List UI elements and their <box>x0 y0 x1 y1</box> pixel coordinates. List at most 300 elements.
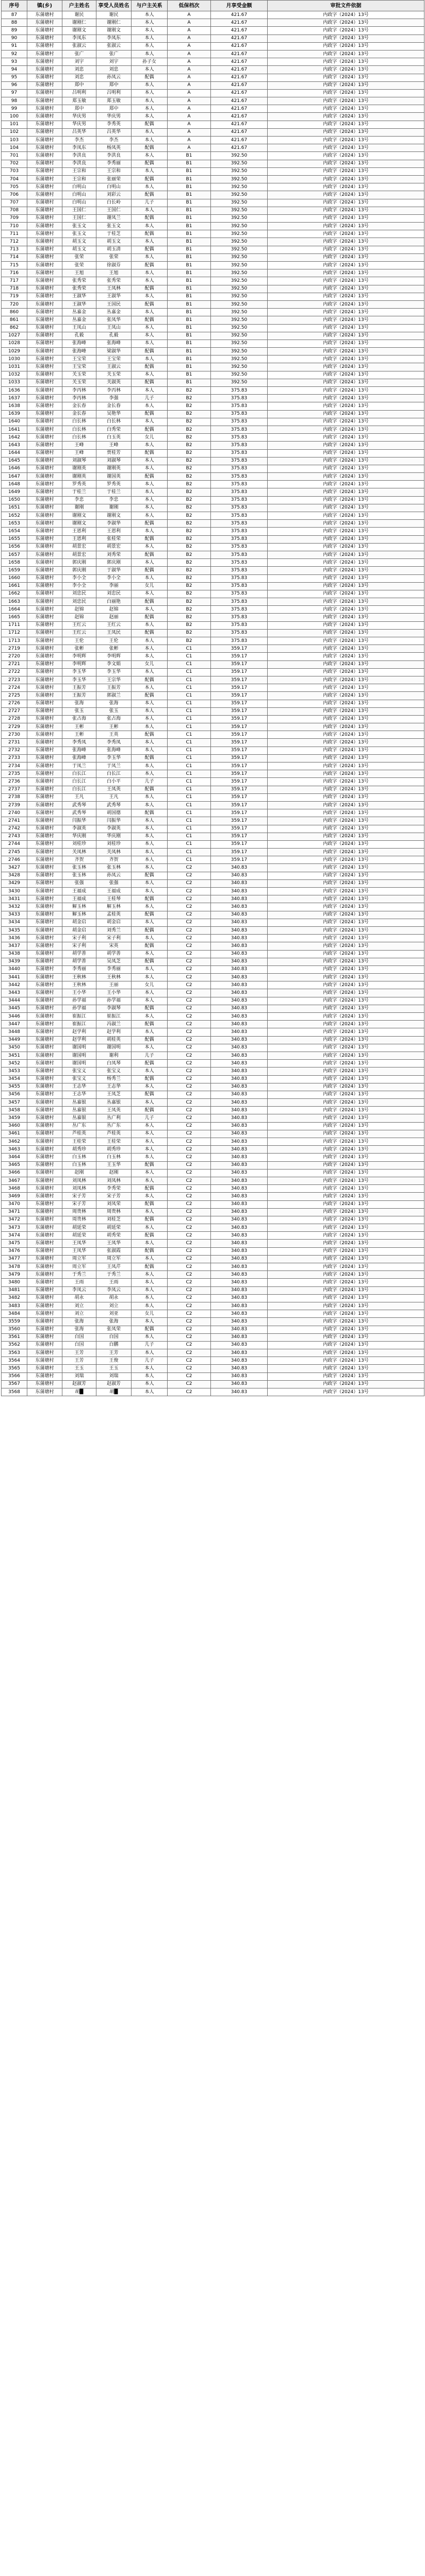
cell-recipient: 王恩利 <box>96 528 132 535</box>
cell-tier: B2 <box>168 402 211 410</box>
cell-householder: 白国 <box>62 1341 96 1349</box>
cell-index: 1027 <box>2 332 27 340</box>
cell-town: 东蒲塘村 <box>27 621 62 629</box>
cell-householder: 张宝义 <box>62 1075 96 1083</box>
cell-relation: 本人 <box>132 1318 168 1326</box>
cell-town: 东蒲塘村 <box>27 778 62 786</box>
cell-document: 内政字（2024）13号 <box>268 989 424 997</box>
cell-town: 东蒲塘村 <box>27 911 62 919</box>
cell-relation: 本人 <box>132 1286 168 1294</box>
cell-recipient: 吴凤芝 <box>96 958 132 965</box>
cell-relation: 女儿 <box>132 582 168 590</box>
cell-document: 内政字（2024）13号 <box>268 676 424 684</box>
cell-document: 内政字（2024）13号 <box>268 1013 424 1021</box>
cell-relation: 本人 <box>132 989 168 997</box>
cell-amount: 392.50 <box>211 253 268 261</box>
cell-document: 内政字（2024）13号 <box>268 496 424 504</box>
cell-document: 内政字（2024）13号 <box>268 1185 424 1193</box>
cell-householder: 白长江 <box>62 778 96 786</box>
cell-document: 内政字（2024）13号 <box>268 504 424 512</box>
cell-tier: C2 <box>168 1052 211 1059</box>
header-cell-tier: 低保档次 <box>168 1 211 11</box>
table-row <box>2 754 424 762</box>
cell-tier: B2 <box>168 559 211 567</box>
cell-recipient: 张淑霞 <box>96 1247 132 1255</box>
cell-index: 1662 <box>2 590 27 598</box>
cell-recipient: 谢利 <box>96 1052 132 1059</box>
cell-amount: 359.17 <box>211 762 268 770</box>
cell-amount: 421.67 <box>211 144 268 152</box>
cell-recipient: 孟桂英 <box>96 911 132 919</box>
table-row <box>2 316 424 324</box>
table-row <box>2 238 424 246</box>
cell-tier: A <box>168 97 211 105</box>
cell-relation: 配偶 <box>132 175 168 183</box>
cell-householder: 张广 <box>62 50 96 58</box>
cell-tier: B1 <box>168 277 211 285</box>
cell-tier: C2 <box>168 935 211 942</box>
cell-index: 3451 <box>2 1052 27 1059</box>
cell-amount: 340.83 <box>211 1263 268 1271</box>
cell-householder: 王红云 <box>62 621 96 629</box>
cell-amount: 340.83 <box>211 1005 268 1012</box>
cell-document: 内政字（2024）13号 <box>268 1341 424 1349</box>
table-row <box>2 285 424 293</box>
cell-index: 2725 <box>2 692 27 700</box>
cell-recipient: 胡玉文 <box>96 238 132 246</box>
cell-document: 内政字（2024）13号 <box>268 1372 424 1380</box>
cell-document: 内政字（2024）13号 <box>268 535 424 543</box>
cell-tier: B2 <box>168 520 211 528</box>
cell-relation: 本人 <box>132 42 168 50</box>
cell-town: 东蒲塘村 <box>27 1114 62 1122</box>
cell-town: 东蒲塘村 <box>27 66 62 74</box>
cell-relation: 配偶 <box>132 786 168 793</box>
cell-relation: 本人 <box>132 1302 168 1310</box>
cell-amount: 421.67 <box>211 66 268 74</box>
cell-relation: 儿子 <box>132 778 168 786</box>
cell-document: 内政字（2024）13号 <box>268 809 424 817</box>
cell-tier: C1 <box>168 660 211 668</box>
cell-amount: 375.83 <box>211 621 268 629</box>
cell-householder: 周贵林 <box>62 1208 96 1216</box>
cell-householder: 刘淑琴 <box>62 457 96 465</box>
cell-tier: B1 <box>168 183 211 191</box>
table-row <box>2 1130 424 1138</box>
cell-amount: 375.83 <box>211 629 268 637</box>
cell-document: 内政字（2024）13号 <box>268 42 424 50</box>
table-row <box>2 1279 424 1286</box>
cell-recipient: 郭庆刚 <box>96 559 132 567</box>
cell-householder: 李玉华 <box>62 676 96 684</box>
cell-amount: 375.83 <box>211 434 268 442</box>
table-row <box>2 528 424 535</box>
cell-amount: 375.83 <box>211 520 268 528</box>
cell-amount: 392.50 <box>211 293 268 300</box>
cell-tier: B2 <box>168 442 211 449</box>
cell-document: 内政字（2024）13号 <box>268 316 424 324</box>
cell-householder: 谢国明 <box>62 1060 96 1067</box>
cell-tier: A <box>168 89 211 97</box>
cell-index: 3427 <box>2 864 27 872</box>
cell-index: 1642 <box>2 434 27 442</box>
cell-tier: C2 <box>168 926 211 934</box>
cell-relation: 本人 <box>132 152 168 160</box>
cell-town: 东蒲塘村 <box>27 442 62 449</box>
cell-tier: C2 <box>168 1286 211 1294</box>
cell-town: 东蒲塘村 <box>27 747 62 754</box>
cell-relation: 女儿 <box>132 434 168 442</box>
cell-amount: 359.17 <box>211 723 268 731</box>
table-row <box>2 849 424 856</box>
table-row <box>2 926 424 934</box>
table-row <box>2 293 424 300</box>
cell-town: 东蒲塘村 <box>27 1044 62 1052</box>
cell-householder: 李明辉 <box>62 653 96 660</box>
cell-householder: 张秀荣 <box>62 285 96 293</box>
cell-recipient: 胡秀荣 <box>96 1232 132 1240</box>
cell-amount: 340.83 <box>211 895 268 903</box>
cell-householder: 关玉荣 <box>62 379 96 386</box>
cell-amount: 375.83 <box>211 442 268 449</box>
cell-document: 内政字（2024）13号 <box>268 770 424 778</box>
cell-amount: 375.83 <box>211 504 268 512</box>
cell-householder: 赵淑芳 <box>62 1380 96 1388</box>
cell-index: 100 <box>2 113 27 121</box>
cell-recipient: 白小平 <box>96 778 132 786</box>
cell-recipient: 李杰 <box>96 137 132 144</box>
cell-document: 内政字（2024）13号 <box>268 293 424 300</box>
cell-document: 内政字（2024）13号 <box>268 1380 424 1388</box>
cell-amount: 359.17 <box>211 833 268 840</box>
cell-tier: C2 <box>168 1372 211 1380</box>
cell-recipient: 冯淑兰 <box>96 1021 132 1028</box>
cell-householder: 胡秀珍 <box>62 1146 96 1154</box>
table-row <box>2 864 424 872</box>
cell-householder: 胡永 <box>62 1294 96 1302</box>
cell-recipient: 芦桂英 <box>96 1130 132 1138</box>
cell-recipient: 李凤东 <box>96 35 132 42</box>
table-row <box>2 1060 424 1067</box>
cell-index: 1649 <box>2 488 27 496</box>
cell-document: 内政字（2024）13号 <box>268 1365 424 1372</box>
cell-document: 内政字（2024）13号 <box>268 1349 424 1357</box>
cell-relation: 本人 <box>132 739 168 747</box>
cell-town: 东蒲塘村 <box>27 348 62 355</box>
cell-amount: 340.83 <box>211 1357 268 1365</box>
cell-recipient: 王振芳 <box>96 684 132 692</box>
cell-document: 内政字（2024）13号 <box>268 543 424 551</box>
cell-tier: B1 <box>168 316 211 324</box>
cell-tier: C1 <box>168 645 211 653</box>
cell-amount: 359.17 <box>211 731 268 739</box>
cell-relation: 配偶 <box>132 911 168 919</box>
cell-relation: 本人 <box>132 879 168 887</box>
cell-recipient: 张强 <box>96 879 132 887</box>
cell-document: 内政字（2024）13号 <box>268 997 424 1005</box>
cell-town: 东蒲塘村 <box>27 1380 62 1388</box>
table-row <box>2 1349 424 1357</box>
cell-amount: 359.17 <box>211 739 268 747</box>
cell-tier: C2 <box>168 1349 211 1357</box>
cell-tier: C1 <box>168 754 211 762</box>
table-row <box>2 1185 424 1193</box>
cell-amount: 340.83 <box>211 1083 268 1091</box>
cell-recipient: 李明辉 <box>96 653 132 660</box>
cell-recipient: 谢民 <box>96 11 132 19</box>
cell-recipient: 刘凤荣 <box>96 1200 132 1208</box>
cell-householder: 李玉华 <box>62 668 96 676</box>
cell-relation: 本人 <box>132 590 168 598</box>
cell-amount: 421.67 <box>211 81 268 89</box>
cell-recipient: 胡学善 <box>96 950 132 958</box>
cell-document: 内政字（2024）13号 <box>268 387 424 395</box>
table-row <box>2 825 424 833</box>
cell-town: 东蒲塘村 <box>27 629 62 637</box>
cell-index: 3441 <box>2 974 27 981</box>
cell-amount: 340.83 <box>211 1318 268 1326</box>
table-row <box>2 152 424 160</box>
cell-recipient: 李强 <box>96 395 132 402</box>
cell-tier: B1 <box>168 371 211 379</box>
cell-tier: C2 <box>168 903 211 911</box>
cell-town: 东蒲塘村 <box>27 512 62 520</box>
cell-recipient: 张宝义 <box>96 1067 132 1075</box>
cell-document: 内政字（2024）13号 <box>268 754 424 762</box>
table-row <box>2 1052 424 1059</box>
cell-document: 内政字（2024）13号 <box>268 1286 424 1294</box>
cell-town: 东蒲塘村 <box>27 1091 62 1098</box>
table-row <box>2 113 424 121</box>
cell-tier: C2 <box>168 1107 211 1114</box>
header-cell-householder: 户主姓名 <box>62 1 96 11</box>
cell-householder: 王旭 <box>62 269 96 277</box>
cell-town: 东蒲塘村 <box>27 895 62 903</box>
cell-amount: 340.83 <box>211 888 268 895</box>
cell-recipient: 胡永 <box>96 1294 132 1302</box>
cell-relation: 本人 <box>132 1122 168 1130</box>
cell-householder: 李丙林 <box>62 387 96 395</box>
cell-recipient: 谢国英 <box>96 473 132 481</box>
cell-recipient: 杨秀兰 <box>96 1075 132 1083</box>
cell-relation: 本人 <box>132 128 168 136</box>
cell-recipient: 郑中 <box>96 81 132 89</box>
cell-town: 东蒲塘村 <box>27 551 62 558</box>
cell-householder: 周立军 <box>62 1263 96 1271</box>
cell-document: 内政字（2024）13号 <box>268 825 424 833</box>
cell-document: 内政字（2024）13号 <box>268 465 424 472</box>
cell-relation: 儿子 <box>132 1341 168 1349</box>
cell-index: 861 <box>2 316 27 324</box>
cell-amount: 392.50 <box>211 348 268 355</box>
cell-document: 内政字（2024）13号 <box>268 285 424 293</box>
cell-householder: 王宗和 <box>62 175 96 183</box>
table-row <box>2 207 424 214</box>
cell-tier: B1 <box>168 355 211 363</box>
table-row <box>2 997 424 1005</box>
cell-amount: 375.83 <box>211 473 268 481</box>
cell-document: 内政字（2024）13号 <box>268 1036 424 1044</box>
cell-tier: C1 <box>168 833 211 840</box>
table-row <box>2 496 424 504</box>
cell-relation: 孙子女 <box>132 58 168 66</box>
cell-town: 东蒲塘村 <box>27 1365 62 1372</box>
cell-tier: C2 <box>168 888 211 895</box>
header-row <box>2 1 424 11</box>
cell-amount: 340.83 <box>211 1302 268 1310</box>
cell-amount: 340.83 <box>211 1247 268 1255</box>
cell-tier: C1 <box>168 778 211 786</box>
cell-tier: C1 <box>168 786 211 793</box>
cell-index: 1641 <box>2 426 27 433</box>
cell-relation: 本人 <box>132 919 168 926</box>
cell-document: 内政字（2024）13号 <box>268 449 424 457</box>
cell-amount: 359.17 <box>211 786 268 793</box>
cell-amount: 421.67 <box>211 128 268 136</box>
cell-tier: B1 <box>168 152 211 160</box>
cell-document: 内政字（2024）13号 <box>268 1318 424 1326</box>
cell-index: 3431 <box>2 895 27 903</box>
cell-tier: B1 <box>168 253 211 261</box>
cell-relation: 配偶 <box>132 348 168 355</box>
cell-document: 内政字（2024）13号 <box>268 191 424 199</box>
table-row <box>2 1177 424 1184</box>
cell-tier: C2 <box>168 1130 211 1138</box>
table-row <box>2 1122 424 1130</box>
cell-index: 3443 <box>2 989 27 997</box>
cell-householder: 于凤兰 <box>62 762 96 770</box>
cell-recipient: 金长春 <box>96 402 132 410</box>
cell-document: 内政字（2024）13号 <box>268 253 424 261</box>
cell-relation: 配偶 <box>132 809 168 817</box>
cell-recipient: 刘宇 <box>96 58 132 66</box>
cell-index: 91 <box>2 42 27 50</box>
cell-relation: 配偶 <box>132 942 168 950</box>
cell-householder: 于秀兰 <box>62 1271 96 1279</box>
cell-relation: 本人 <box>132 66 168 74</box>
table-row <box>2 1013 424 1021</box>
table-row <box>2 418 424 426</box>
cell-tier: B2 <box>168 512 211 520</box>
cell-householder: 王凤华 <box>62 1247 96 1255</box>
cell-relation: 本人 <box>132 293 168 300</box>
table-row <box>2 974 424 981</box>
cell-tier: A <box>168 128 211 136</box>
table-row <box>2 262 424 269</box>
cell-town: 东蒲塘村 <box>27 1154 62 1161</box>
cell-tier: A <box>168 42 211 50</box>
cell-amount: 340.83 <box>211 1028 268 1036</box>
cell-index: 1713 <box>2 637 27 645</box>
cell-tier: C1 <box>168 770 211 778</box>
cell-index: 3435 <box>2 926 27 934</box>
cell-amount: 375.83 <box>211 551 268 558</box>
cell-householder: 王宗和 <box>62 167 96 175</box>
cell-relation: 本人 <box>132 1333 168 1341</box>
cell-amount: 340.83 <box>211 974 268 981</box>
header-cell-document: 审批文件依据 <box>268 1 424 11</box>
cell-town: 东蒲塘村 <box>27 935 62 942</box>
table-row <box>2 535 424 543</box>
cell-town: 东蒲塘村 <box>27 58 62 66</box>
cell-recipient: 王淑云 <box>96 363 132 371</box>
cell-recipient: 刘彩云 <box>96 191 132 199</box>
cell-town: 东蒲塘村 <box>27 1263 62 1271</box>
cell-tier: B2 <box>168 481 211 488</box>
cell-recipient: 王凤林 <box>96 285 132 293</box>
cell-document: 内政字（2024）13号 <box>268 919 424 926</box>
cell-document: 内政字（2024）13号 <box>268 246 424 253</box>
table-row <box>2 309 424 316</box>
cell-householder: 崔振江 <box>62 1013 96 1021</box>
cell-index: 717 <box>2 277 27 285</box>
cell-householder: 张玉 <box>62 707 96 715</box>
cell-amount: 340.83 <box>211 1067 268 1075</box>
cell-recipient: 赵刚 <box>96 1169 132 1177</box>
cell-index: 1654 <box>2 528 27 535</box>
cell-amount: 421.67 <box>211 27 268 35</box>
cell-town: 东蒲塘村 <box>27 856 62 864</box>
cell-tier: C1 <box>168 668 211 676</box>
cell-town: 东蒲塘村 <box>27 528 62 535</box>
header-cell-amount: 月享受金额 <box>211 1 268 11</box>
cell-town: 东蒲塘村 <box>27 488 62 496</box>
table-row <box>2 1271 424 1279</box>
cell-tier: C2 <box>168 911 211 919</box>
cell-document: 内政字（2024）13号 <box>268 926 424 934</box>
cell-recipient: 李淑华 <box>96 520 132 528</box>
cell-tier: A <box>168 74 211 81</box>
cell-amount: 392.50 <box>211 324 268 332</box>
cell-document: 内政字（2024）13号 <box>268 1161 424 1169</box>
cell-householder: 郑中 <box>62 81 96 89</box>
cell-householder: 丛嘉银 <box>62 1107 96 1114</box>
table-row <box>2 355 424 363</box>
cell-relation: 本人 <box>132 888 168 895</box>
table-row <box>2 676 424 684</box>
cell-index: 1657 <box>2 551 27 558</box>
cell-amount: 359.17 <box>211 856 268 864</box>
cell-relation: 本人 <box>132 11 168 19</box>
cell-amount: 340.83 <box>211 1216 268 1224</box>
cell-recipient: 孙凤云 <box>96 872 132 879</box>
table-row <box>2 567 424 574</box>
cell-relation: 本人 <box>132 481 168 488</box>
cell-recipient: 谢刚文 <box>96 512 132 520</box>
cell-recipient: 谢刚 <box>96 504 132 512</box>
cell-recipient: 张海 <box>96 1318 132 1326</box>
cell-index: 3438 <box>2 950 27 958</box>
cell-document: 内政字（2024）13号 <box>268 645 424 653</box>
cell-town: 东蒲塘村 <box>27 434 62 442</box>
cell-recipient: 刘凤林 <box>96 1177 132 1184</box>
cell-recipient: 谢刚仁 <box>96 19 132 27</box>
cell-document: 内政字（2024）13号 <box>268 348 424 355</box>
cell-tier: B2 <box>168 387 211 395</box>
cell-relation: 本人 <box>132 825 168 833</box>
cell-index: 3479 <box>2 1271 27 1279</box>
cell-tier: B1 <box>168 199 211 207</box>
table-row <box>2 223 424 230</box>
table-row <box>2 614 424 621</box>
cell-recipient: 于桂兰 <box>96 488 132 496</box>
cell-document: 内政字（2024）13号 <box>268 1224 424 1232</box>
cell-index: 1636 <box>2 387 27 395</box>
cell-recipient: 王英 <box>96 731 132 739</box>
cell-recipient: 王凤芹 <box>96 1263 132 1271</box>
cell-document: 内政字（2024）13号 <box>268 1177 424 1184</box>
table-row <box>2 692 424 700</box>
